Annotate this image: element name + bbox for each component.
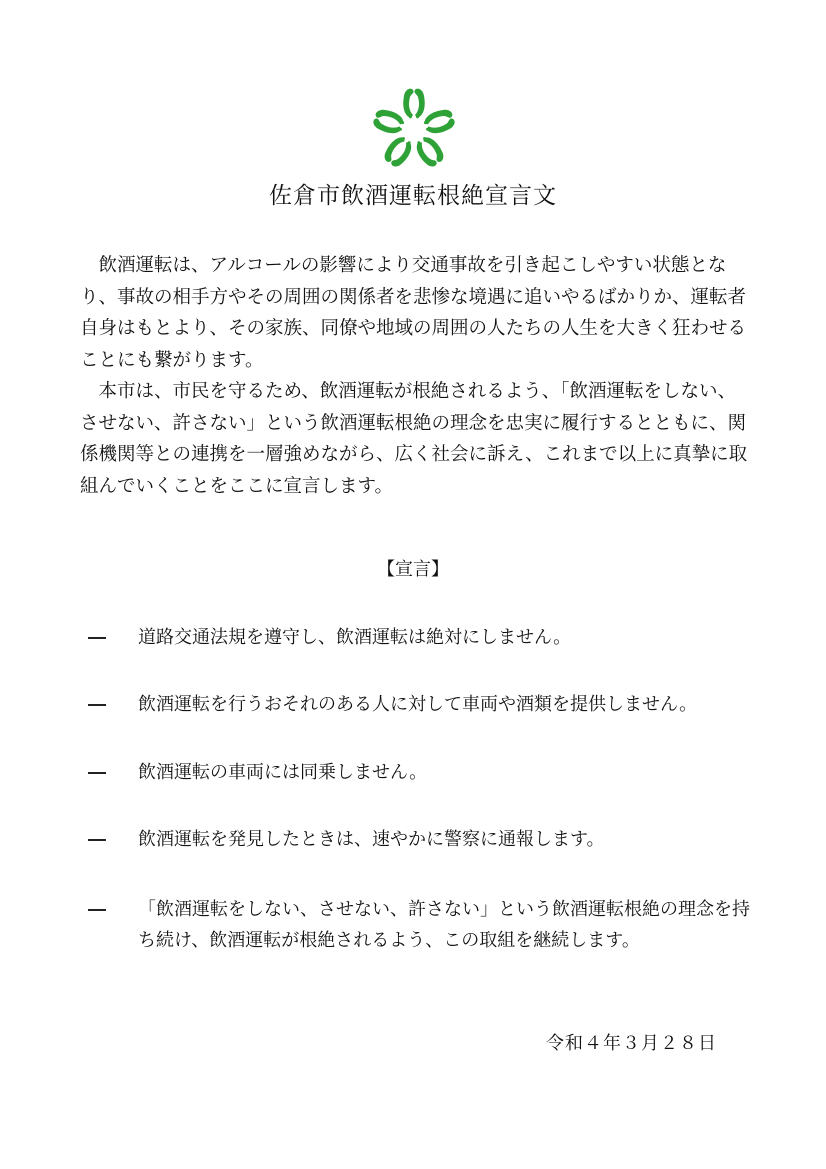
- declaration-item-text: 飲酒運転を発見したときは、速やかに警察に通報します。: [138, 829, 605, 850]
- dash-bullet-icon: [88, 689, 112, 706]
- dash-bullet-icon: [88, 622, 112, 639]
- preamble-paragraph-2: 本市は、市民を守るため、飲酒運転が根絶されるよう、「飲酒運転をしない、させない、許さない」という飲酒運転根絶の理念を忠実に履行するとともに、関係機関等との連携を一層強めながら、広く社会に訴え、これまで以上に真摯に取組んでいくことをここに宣言します。: [80, 381, 748, 497]
- dash-bullet-icon: [88, 824, 112, 841]
- preamble-paragraph-1: 飲酒運転は、アルコールの影響により交通事故を引き起こしやすい状態となり、事故の相手方やその周囲の関係者を悲惨な境遇に追いやるばかりか、運転者自身はもとより、その家族、同僚や地域の周囲の人たちの人生を大きく狂わせることにも繋がります。: [80, 255, 747, 371]
- declaration-item-text: 飲酒運転の車両には同乗しません。: [138, 762, 428, 783]
- declaration-item-text: 道路交通法規を遵守し、飲酒運転は絶対にしません。: [138, 627, 572, 648]
- sakura-city-emblem-icon: [366, 84, 462, 176]
- declaration-item-text: 「飲酒運転をしない、させない、許さない」という飲酒運転根絶の理念を持ち続け、飲酒運転が根絶されるよう、この取組を継続します。: [138, 899, 750, 951]
- declaration-item-text: 飲酒運転を行うおそれのある人に対して車両や酒類を提供しません。: [138, 694, 698, 715]
- dash-bullet-icon: [88, 894, 112, 911]
- declaration-heading: 【宣言】: [377, 559, 449, 580]
- preamble: [80, 250, 752, 502]
- dash-bullet-icon: [88, 757, 112, 774]
- document-title: 佐倉市飲酒運転根絶宣言文: [269, 183, 557, 209]
- declaration-date: 令和４年３月２８日: [546, 1033, 717, 1054]
